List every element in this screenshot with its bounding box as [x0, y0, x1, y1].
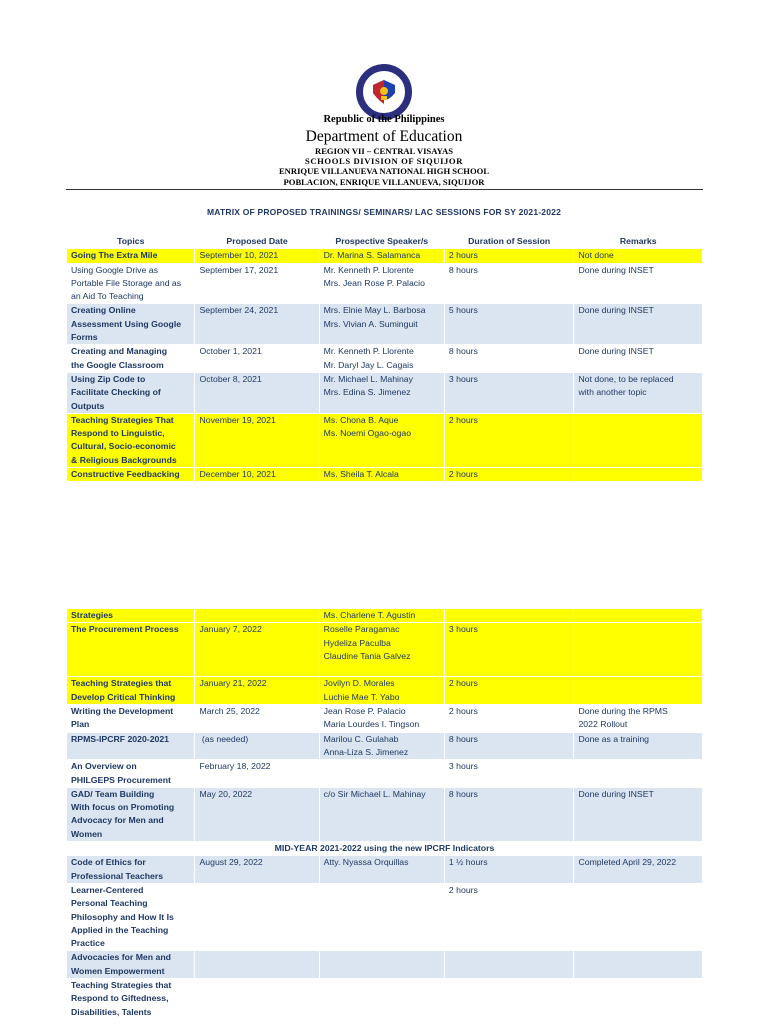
topic-text: an Aid To Teaching — [71, 291, 144, 302]
speaker-name: Ms. Noemi Ogao-ogao — [323, 428, 412, 439]
topic-text: & Religious Backgrounds — [71, 454, 177, 465]
topic-cell — [67, 623, 195, 677]
date-cell: (as needed) — [195, 732, 319, 760]
topic-text: Applied in the Teaching — [71, 924, 169, 935]
remarks-cell — [574, 787, 703, 841]
topic-text: RPMS-IPCRF 2020-2021 — [71, 733, 170, 744]
remarks-text: Done during INSET — [578, 305, 654, 316]
date-cell: August 29, 2022 — [195, 856, 319, 884]
topic-text: Going The Extra Mile — [71, 250, 158, 261]
speaker-name: Luchie Mae T. Yabo — [323, 691, 400, 702]
topic-cell — [67, 263, 195, 304]
topic-text: Professional Teachers — [71, 870, 164, 881]
topic-text: Advocacies for Men and — [71, 952, 171, 963]
speakers-cell — [319, 732, 444, 760]
topic-text: Teaching Strategies that — [71, 980, 172, 991]
remarks-cell — [574, 732, 703, 760]
table-row — [67, 413, 703, 467]
topic-text: Women — [71, 828, 103, 839]
speaker-name: Marilou C. Gulahab — [323, 733, 399, 744]
table-row — [67, 787, 703, 841]
speaker-name: c/o Sir Michael L. Mahinay — [323, 788, 426, 799]
deped-seal-logo — [355, 63, 413, 121]
table-row — [67, 979, 703, 1020]
speakers-cell — [319, 345, 444, 373]
topic-text: An Overview on — [71, 761, 137, 772]
speakers-cell — [319, 468, 444, 482]
speakers-cell — [319, 856, 444, 884]
topic-text: the Google Classroom — [71, 359, 164, 370]
table-row — [67, 372, 703, 413]
remarks-cell — [574, 304, 703, 345]
remarks-text: with another topic — [578, 387, 647, 398]
topic-text: Forms — [71, 332, 98, 343]
table-row — [67, 760, 703, 788]
date-cell: January 21, 2022 — [195, 677, 319, 705]
topic-cell — [67, 856, 195, 884]
topic-text: Plan — [71, 719, 90, 730]
duration-cell: 1 ½ hours — [444, 856, 574, 884]
topic-cell — [67, 883, 195, 951]
table-row — [67, 951, 703, 979]
division-line: SCHOOLS DIVISION OF SIQUIJOR — [304, 156, 464, 166]
date-cell: December 10, 2021 — [195, 468, 319, 482]
date-cell: September 17, 2021 — [195, 263, 319, 304]
remarks-cell — [574, 760, 703, 788]
trainings-table-part1 — [66, 234, 703, 482]
topic-cell — [67, 345, 195, 373]
speaker-name: Ms. Chona B. Aque — [323, 414, 399, 425]
table-row — [67, 623, 703, 677]
remarks-cell — [574, 979, 703, 1020]
speakers-cell — [319, 249, 444, 263]
topic-text: Creating and Managing — [71, 346, 168, 357]
speaker-name: Mrs. Vivian A. Suminguit — [323, 318, 418, 329]
topic-cell — [67, 304, 195, 345]
speaker-name: Anna-Liza S. Jimenez — [323, 746, 409, 757]
table-row — [67, 856, 703, 884]
region-line: REGION VII – CENTRAL VISAYAS — [314, 146, 454, 156]
table-row — [67, 345, 703, 373]
duration-cell: 8 hours — [444, 263, 574, 304]
document-title: MATRIX OF PROPOSED TRAININGS/ SEMINARS/ LAC SESSIONS FOR SY 2021-2022 — [206, 207, 562, 217]
speaker-name: Mr. Kenneth P. Llorente — [323, 264, 414, 275]
speaker-name: Mr. Kenneth P. Llorente — [323, 346, 414, 357]
remarks-text: Done during INSET — [578, 264, 654, 275]
duration-cell: 3 hours — [444, 760, 574, 788]
trainings-table-part2 — [66, 608, 703, 1020]
remarks-cell — [574, 677, 703, 705]
topic-text: PHILGEPS Procurement — [71, 774, 171, 785]
topic-cell — [67, 609, 195, 623]
topic-cell — [67, 787, 195, 841]
date-cell: May 20, 2022 — [195, 787, 319, 841]
topic-cell — [67, 951, 195, 979]
speakers-cell — [319, 677, 444, 705]
speaker-name: Mr. Michael L. Mahinay — [323, 373, 413, 384]
table-row — [67, 732, 703, 760]
remarks-cell — [574, 372, 703, 413]
speaker-name: Claudine Tania Galvez — [323, 650, 411, 661]
speaker-name: Mrs. Elnie May L. Barbosa — [323, 305, 426, 316]
table-row — [67, 705, 703, 733]
topic-text: Strategies — [71, 610, 114, 620]
remarks-cell — [574, 883, 703, 951]
remarks-text: Completed April 29, 2022 — [578, 857, 677, 868]
speaker-name: Maria Lourdes I. Tingson — [323, 719, 420, 730]
column-header-remarks: Remarks — [574, 235, 703, 249]
remarks-text: Not done — [578, 250, 614, 261]
topic-text: Outputs — [71, 400, 105, 411]
remarks-text: Done as a training — [578, 733, 649, 744]
topic-text: Facilitate Checking of — [71, 387, 161, 398]
speakers-cell — [319, 705, 444, 733]
topic-cell — [67, 468, 195, 482]
duration-cell: 2 hours — [444, 468, 574, 482]
duration-cell: 8 hours — [444, 345, 574, 373]
speaker-name: Jovilyn D. Morales — [323, 678, 395, 689]
remarks-cell — [574, 856, 703, 884]
topic-text: Teaching Strategies That — [71, 414, 174, 425]
topic-text: Advocacy for Men and — [71, 815, 164, 826]
speaker-name: Mrs. Edina S. Jimenez — [323, 387, 411, 398]
column-header-speakers: Prospective Speaker/s — [319, 235, 444, 249]
republic-line: Republic of the Philippines — [323, 114, 445, 125]
remarks-text: Done during INSET — [578, 346, 654, 357]
topic-text: GAD/ Team Building — [71, 788, 155, 799]
topic-cell — [67, 249, 195, 263]
date-cell — [195, 951, 319, 979]
remarks-cell — [574, 623, 703, 677]
topic-text: Assessment Using Google — [71, 318, 182, 329]
speakers-cell — [319, 760, 444, 788]
table-row — [67, 677, 703, 705]
date-cell: October 8, 2021 — [195, 372, 319, 413]
speakers-cell — [319, 623, 444, 677]
topic-cell — [67, 372, 195, 413]
duration-cell: 2 hours — [444, 883, 574, 951]
topic-cell — [67, 760, 195, 788]
department-name: Department of Education — [305, 128, 463, 145]
topic-cell — [67, 979, 195, 1020]
duration-cell: 2 hours — [444, 677, 574, 705]
speaker-name: Jean Rose P. Palacio — [323, 706, 406, 717]
table-row — [67, 468, 703, 482]
speaker-name: Dr. Marina S. Salamanca — [323, 250, 421, 261]
topic-cell — [67, 732, 195, 760]
topic-text: Disabilities, Talents — [71, 1006, 152, 1017]
topic-cell — [67, 413, 195, 467]
remarks-cell — [574, 249, 703, 263]
column-header-topics: Topics — [67, 235, 195, 249]
speakers-cell — [319, 263, 444, 304]
date-cell: March 25, 2022 — [195, 705, 319, 733]
date-cell: October 1, 2021 — [195, 345, 319, 373]
speaker-name: Mrs. Jean Rose P. Palacio — [323, 277, 425, 288]
topic-text: Develop Critical Thinking — [71, 691, 176, 702]
speaker-name: Roselle Paragamac — [323, 624, 400, 635]
remarks-cell — [574, 468, 703, 482]
speaker-name: Hydeliza Paculba — [323, 637, 391, 648]
topic-text: Practice — [71, 938, 105, 949]
table-row — [67, 263, 703, 304]
topic-text: Using Google Drive as — [71, 264, 158, 275]
topic-text: Creating Online — [71, 305, 136, 316]
topic-cell — [67, 677, 195, 705]
duration-cell: 3 hours — [444, 623, 574, 677]
date-cell: September 24, 2021 — [195, 304, 319, 345]
speaker-name: Ms. Sheila T. Alcala — [323, 469, 399, 480]
speakers-cell — [319, 372, 444, 413]
remarks-cell — [574, 705, 703, 733]
remarks-text: Not done, to be replaced — [578, 373, 674, 384]
topic-text: Respond to Linguistic, — [71, 428, 165, 439]
speakers-cell — [319, 609, 444, 623]
date-cell: November 19, 2021 — [195, 413, 319, 467]
midyear-heading: MID-YEAR 2021-2022 using the new IPCRF Indicators — [67, 842, 703, 856]
remarks-text: Done during INSET — [578, 788, 654, 799]
speaker-name: Mr. Daryl Jay L. Cagais — [323, 359, 414, 370]
remarks-cell — [574, 263, 703, 304]
table-row — [67, 249, 703, 263]
topic-text: The Procurement Process — [71, 624, 179, 635]
topic-text: Teaching Strategies that — [71, 678, 172, 689]
address-line: POBLACION, ENRIQUE VILLANUEVA, SIQUIJOR — [283, 177, 485, 187]
date-cell — [195, 609, 319, 623]
column-header-duration: Duration of Session — [444, 235, 574, 249]
date-cell: February 18, 2022 — [195, 760, 319, 788]
speakers-cell — [319, 413, 444, 467]
duration-cell — [444, 609, 574, 623]
topic-text: With focus on Promoting — [71, 802, 175, 813]
table-header-row — [67, 235, 703, 249]
remarks-text: Done during the RPMS — [578, 706, 668, 717]
duration-cell: 2 hours — [444, 413, 574, 467]
topic-text: Constructive Feedbacking — [71, 469, 180, 480]
speakers-cell — [319, 787, 444, 841]
speakers-cell — [319, 951, 444, 979]
speakers-cell — [319, 979, 444, 1020]
duration-cell: 3 hours — [444, 372, 574, 413]
date-cell — [195, 979, 319, 1020]
duration-cell — [444, 951, 574, 979]
topic-cell — [67, 705, 195, 733]
speaker-name: Ms. Charlene T. Agustin — [323, 610, 416, 620]
remarks-cell — [574, 609, 703, 623]
topic-text: Learner-Centered — [71, 884, 144, 895]
remarks-cell — [574, 413, 703, 467]
topic-text: Portable File Storage and as — [71, 277, 182, 288]
duration-cell: 8 hours — [444, 732, 574, 760]
header-rule — [66, 189, 703, 190]
school-line: ENRIQUE VILLANUEVA NATIONAL HIGH SCHOOL — [278, 166, 490, 176]
remarks-cell — [574, 345, 703, 373]
midyear-heading-row — [67, 842, 703, 856]
date-cell: January 7, 2022 — [195, 623, 319, 677]
duration-cell: 2 hours — [444, 249, 574, 263]
topic-text: Writing the Development — [71, 706, 174, 717]
topic-text: Women Empowerment — [71, 965, 165, 976]
date-cell — [195, 883, 319, 951]
topic-text: Philosophy and How It Is — [71, 911, 174, 922]
speaker-name: Atty. Nyassa Orquillas — [323, 857, 409, 868]
table-row — [67, 304, 703, 345]
duration-cell: 2 hours — [444, 705, 574, 733]
duration-cell: 5 hours — [444, 304, 574, 345]
date-cell: September 10, 2021 — [195, 249, 319, 263]
table-row — [67, 883, 703, 951]
duration-cell — [444, 979, 574, 1020]
table-row — [67, 609, 703, 623]
remarks-text: 2022 Rollout — [578, 719, 628, 730]
duration-cell: 8 hours — [444, 787, 574, 841]
speakers-cell — [319, 883, 444, 951]
remarks-cell — [574, 951, 703, 979]
topic-text: Code of Ethics for — [71, 857, 146, 868]
topic-text: Using Zip Code to — [71, 373, 146, 384]
topic-text: Personal Teaching — [71, 898, 148, 909]
topic-text: Respond to Giftedness, — [71, 993, 169, 1004]
topic-text: Cultural, Socio-economic — [71, 441, 176, 452]
speakers-cell — [319, 304, 444, 345]
column-header-date: Proposed Date — [195, 235, 319, 249]
